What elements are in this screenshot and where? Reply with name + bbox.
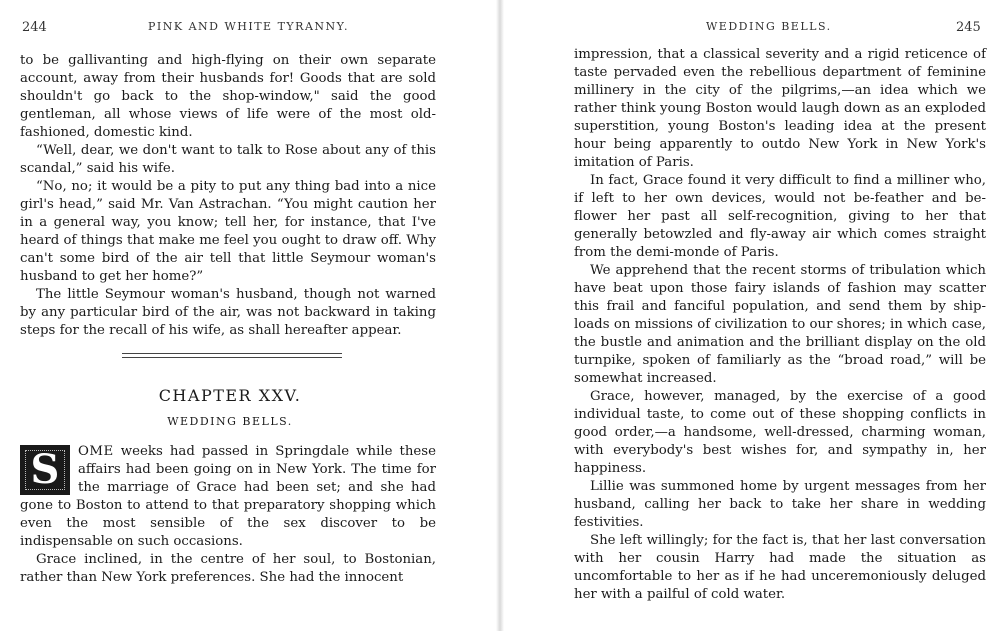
page-number-right: 245: [956, 20, 981, 35]
paragraph: to be gallivanting and high-flying on their own separate account, away from their husbands for! Goods that are sold shouldn't go back to the shop-window," said the good gentleman, all whose views of life were of the most old-fashioned, domestic kind.: [20, 53, 436, 140]
paragraph: In fact, Grace found it very difficult to find a milliner who, if left to her own devices, would not be-feather and be-flower her past all self-recognition, giving to her that generally betowzled and fly-away air which comes straight from the demi-monde of Paris.: [574, 173, 986, 260]
chapter-first-paragraph: [20, 443, 436, 551]
chapter-body: [20, 443, 436, 587]
paragraph: Grace inclined, in the centre of her soul, to Bostonian, rather than New York preferences. She had the innocent: [20, 552, 436, 585]
paragraph: “Well, dear, we don't want to talk to Rose about any of this scandal,” said his wife.: [20, 143, 436, 176]
running-head-right: WEDDING BELLS.: [706, 20, 832, 33]
paragraph: “No, no; it would be a pity to put any thing bad into a nice girl's head,” said Mr. Van Astrachan. “You might caution her in a general way, you know; tell her, for instance, that I've heard of things that make me feel you ought to draw off. Why can't some bird of the air tell that little Seymour woman's husband to get her home?”: [20, 179, 436, 284]
right-page-body: [574, 46, 986, 604]
dropcap-ornament: [20, 445, 70, 495]
chapter-first-paragraph-text: weeks had passed in Springdale while these affairs had been going on in New York. The time for the marriage of Grace had been set; and she had gone to Boston to attend to that preparatory shopping which even the most sensible of the sex discover to be indispensable on such occasions.: [20, 444, 436, 549]
chapter-title: CHAPTER XXV.: [158, 386, 302, 405]
dropcap-rest: OME: [78, 444, 114, 459]
paragraph: The little Seymour woman's husband, though not warned by any particular bird of the air, was not backward in taking steps for the recall of his wife, as shall hereafter appear.: [20, 287, 436, 338]
paragraph: Grace, however, managed, by the exercise of a good individual taste, to come out of these shopping conflicts in good order,—a handsome, well-dressed, charming woman, with everybody's best wishes for, and sympathy in, her happiness.: [574, 389, 986, 476]
paragraph: impression, that a classical severity and a rigid reticence of taste pervaded even the rebellious department of feminine millinery in the city of the pilgrims,—an idea which we rather think young Boston would laugh down as an exploded superstition, young Boston's leading idea at the present hour being apparently to outdo New York in New York's imitation of Paris.: [574, 47, 986, 170]
right-page: [500, 0, 1000, 631]
dropcap-letter: S: [30, 446, 60, 493]
running-head-left: PINK AND WHITE TYRANNY.: [148, 20, 349, 33]
paragraph: We apprehend that the recent storms of tribulation which have beat upon those fairy islands of fashion may scatter this frail and fanciful population, and send them by ship-loads on missions of civilization to our shores; in which case, the bustle and animation and the brilliant display on the old turnpike, spoken of familiarly as the “broad road,” will be somewhat increased.: [574, 263, 986, 386]
paragraph: Lillie was summoned home by urgent messages from her husband, calling her back to take her share in wedding festivities.: [574, 479, 986, 530]
page-number-left: 244: [22, 20, 47, 35]
chapter-subtitle: WEDDING BELLS.: [167, 415, 293, 428]
chapter-divider-rule: [122, 353, 342, 358]
paragraph: She left willingly; for the fact is, that her last conversation with her cousin Harry had made the situation as uncomfortable to her as if he had unceremoniously deluged her with a pailful of cold water.: [574, 533, 986, 602]
left-page-body: [20, 52, 436, 340]
